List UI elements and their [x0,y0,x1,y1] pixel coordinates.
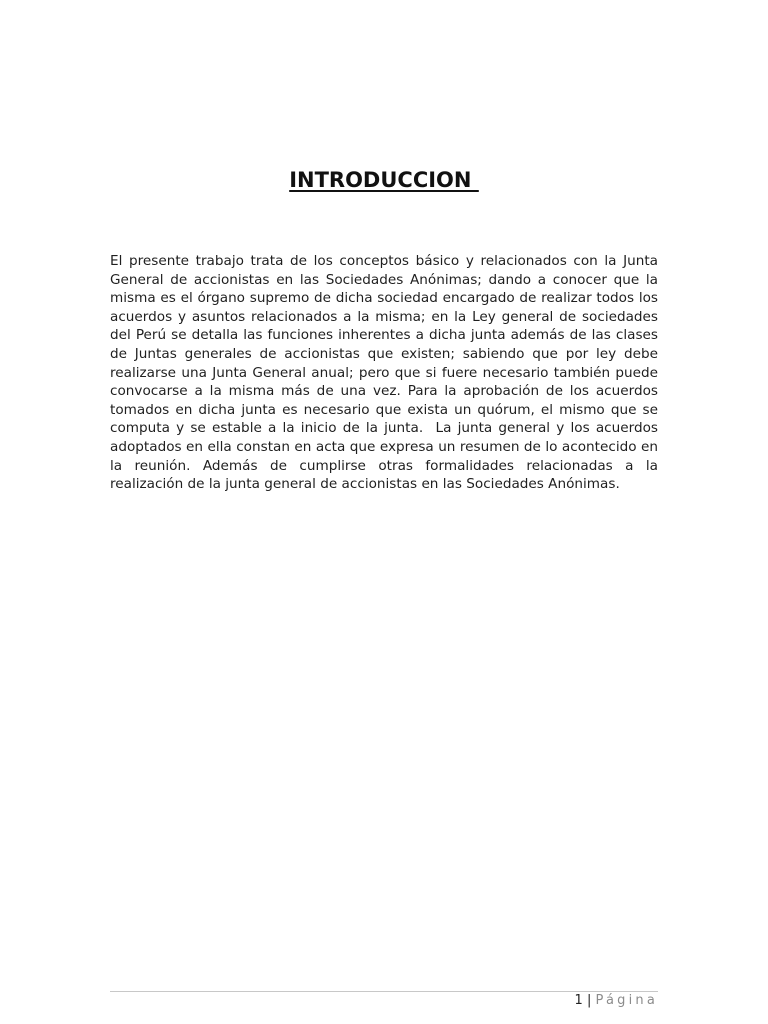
page-title-text: INTRODUCCION [289,168,479,192]
page-footer [575,992,658,1010]
introduction-paragraph: El presente trabajo trata de los conceptos básico y relacionados con la Junta General de accionistas en las Sociedades Anónimas; dando a conocer que la misma es el órgano supremo de dicha sociedad encargado de realizar todos los acuerdos y asuntos relacionados a la misma; en la Ley general de sociedades del Perú se detalla las funciones inherentes a dicha junta además de las clases de Juntas generales de accionistas que existen; sabiendo que por ley debe realizarse una Junta General anual; pero que si fuere necesario también puede convocarse a la misma más de una vez. Para la aprobación de los acuerdos tomados en dicha junta es necesario que exista un quórum, el mismo que se computa y se estable a la inicio de la junta. La junta general y los acuerdos adoptados en ella constan en acta que expresa un resumen de lo acontecido en la reunión. Además de cumplirse otras formalidades relacionadas a la realización de la junta general de accionistas en las Sociedades Anónimas. [110,253,663,493]
page-number: 1 [574,993,583,1008]
page-word: Página [595,993,658,1008]
footer-separator: | [586,993,592,1008]
page-title [0,166,768,194]
